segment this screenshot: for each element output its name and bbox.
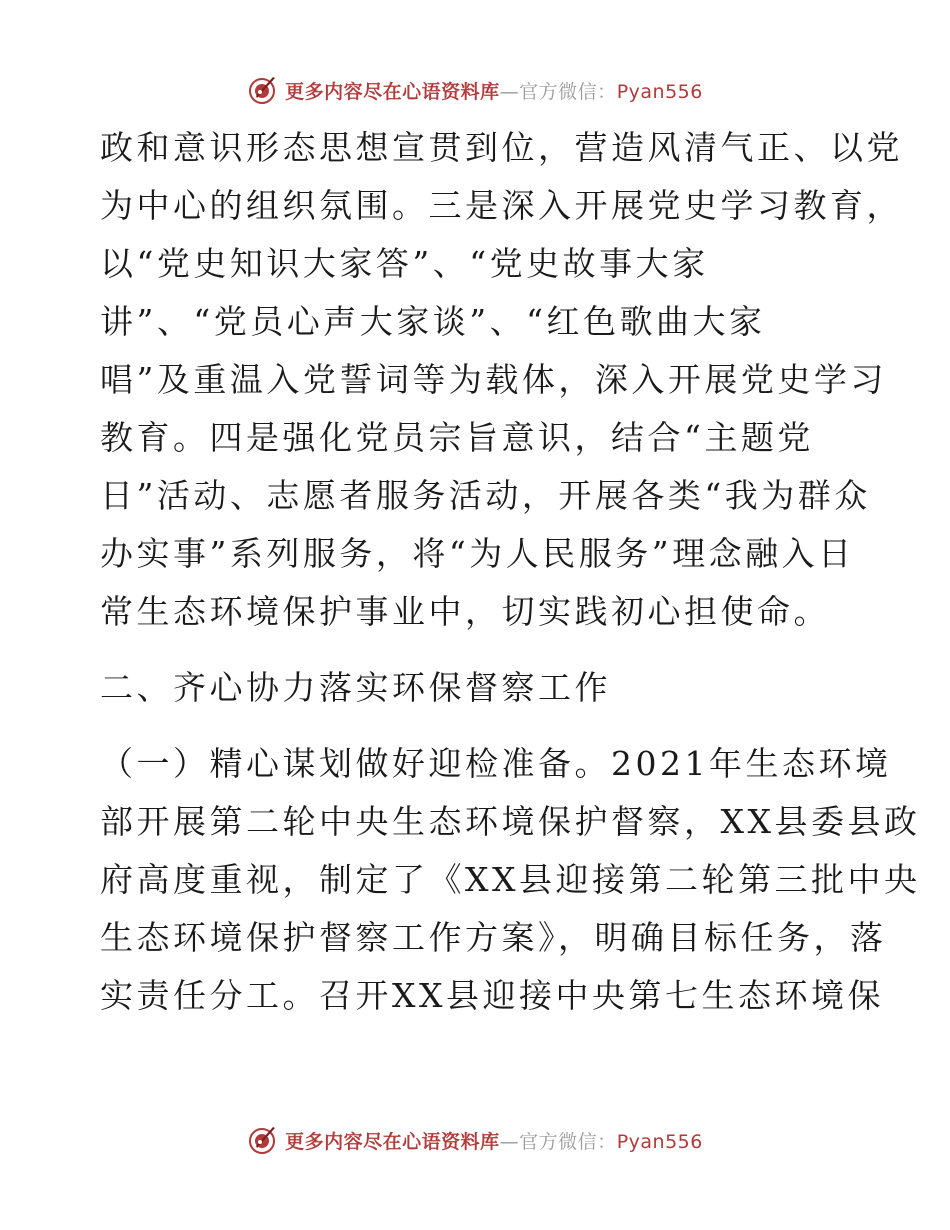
body-line: 办实事”系列服务，将“为人民服务”理念融入日	[100, 534, 855, 573]
body-line: 教育。四是强化党员宗旨意识，结合“主题党	[100, 418, 814, 457]
footer-watermark	[0, 1122, 950, 1158]
watermark-wechat-id: Pyan556	[616, 80, 703, 103]
watermark-separator: —官方微信：	[499, 1130, 617, 1153]
body-line: 为中心的组织氛围。三是深入开展党史学习教育，	[100, 186, 903, 225]
watermark-wechat-id: Pyan556	[616, 1130, 703, 1153]
watermark-title: 更多内容尽在心语资料库	[285, 80, 500, 103]
body-line: 部开展第二轮中央生态环境保护督察，XX县委县政	[100, 802, 921, 841]
body-line: 常生态环境保护事业中，切实践初心担使命。	[100, 592, 830, 631]
body-line: 日”活动、志愿者服务活动，开展各类“我为群众	[100, 476, 871, 515]
subsection-heading-line: （一）精心谋划做好迎检准备。2021年生态环境	[100, 744, 892, 783]
body-line: 讲”、“党员心声大家谈”、“红色歌曲大家	[100, 302, 766, 341]
watermark-separator: —官方微信：	[499, 80, 617, 103]
watermark-title: 更多内容尽在心语资料库	[285, 1130, 500, 1153]
body-line: 府高度重视，制定了《XX县迎接第二轮第三批中央	[100, 860, 921, 899]
quill-logo-icon	[247, 1124, 279, 1156]
body-line: 生态环境保护督察工作方案》，明确目标任务，落	[100, 918, 887, 957]
body-line: 唱”及重温入党誓词等为载体，深入开展党史学习	[100, 360, 887, 399]
body-line: 以“党史知识大家答”、“党史故事大家	[100, 244, 709, 283]
section-heading: 二、齐心协力落实环保督察工作	[100, 668, 611, 707]
watermark-text	[285, 1127, 703, 1154]
body-line: 实责任分工。召开XX县迎接中央第七生态环境保	[100, 976, 884, 1015]
body-line: 政和意识形态思想宣贯到位，营造风清气正、以党	[100, 128, 903, 167]
